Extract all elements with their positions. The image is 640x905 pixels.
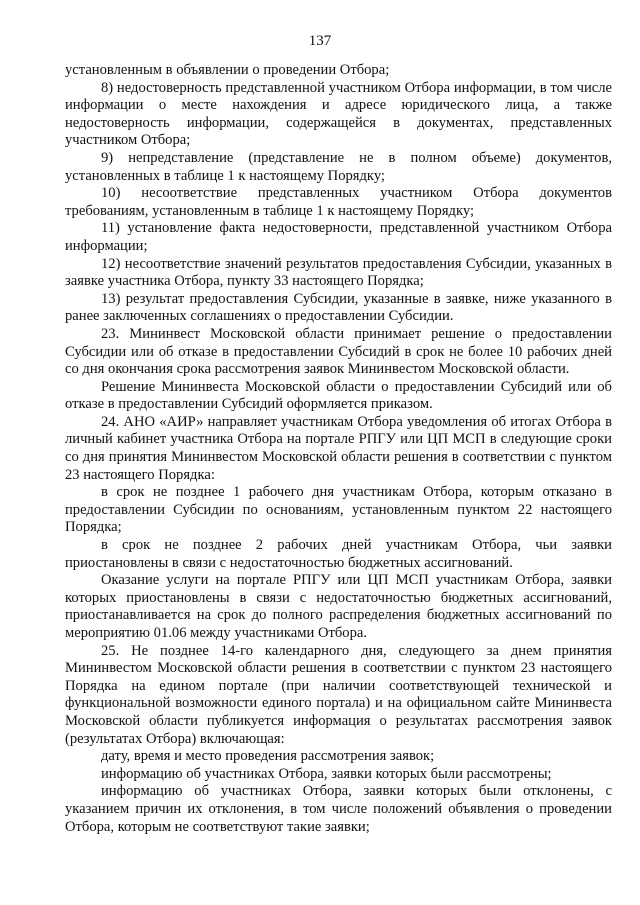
paragraph: 9) непредставление (представление не в полном объеме) документов, установленных в таблице 1 к настоящему Порядку; bbox=[65, 149, 612, 184]
paragraph: 12) несоответствие значений результатов предоставления Субсидии, указанных в заявке участника Отбора, пункту 33 настоящего Порядка; bbox=[65, 255, 612, 290]
document-body bbox=[65, 62, 612, 836]
paragraph: Решение Мининвеста Московской области о предоставлении Субсидий или об отказе в предоставлении Субсидий оформляется приказом. bbox=[65, 378, 612, 413]
paragraph: информацию об участниках Отбора, заявки которых были рассмотрены; bbox=[101, 765, 552, 782]
paragraph: 23. Мининвест Московской области принимает решение о предоставлении Субсидии или об отказе в предоставлении Субсидий в срок не более 10 рабочих дней со дня окончания срока рассмотрения заявок Мининвестом Московской области. bbox=[65, 325, 612, 378]
paragraph: 10) несоответствие представленных участником Отбора документов требованиям, установленным в таблице 1 к настоящему Порядку; bbox=[65, 185, 612, 219]
paragraph: 11) установление факта недостоверности, представленной участником Отбора информации; bbox=[65, 220, 612, 254]
paragraph: информацию об участниках Отбора, заявки которых были отклонены, с указанием причин их отклонения, в том числе положений объявления о проведении Отбора, которым не соответствуют такие заявки; bbox=[65, 783, 612, 835]
page-number: 137 bbox=[308, 33, 332, 49]
paragraph: Оказание услуги на портале РПГУ или ЦП МСП участникам Отбора, заявки которых приостановлены в связи с недостаточностью бюджетных ассигнований, приостанавливается на срок до полного распределения бюджетных ассигнований по мероприятию 01.06 между участниками Отбора. bbox=[65, 572, 612, 641]
paragraph: 13) результат предоставления Субсидии, указанные в заявке, ниже указанного в ранее заключенных соглашениях о предоставлении Субсидии. bbox=[65, 290, 612, 325]
paragraph: 25. Не позднее 14-го календарного дня, следующего за днем принятия Мининвестом Московской области решения в соответствии с пунктом 23 настоящего Порядка на едином портале (при наличии соответствующей технической и функциональной возможности единого портала) и на официальном сайте Мининвеста Московской области публикуется информация о результатах рассмотрения заявок (результатах Отбора) включающая: bbox=[65, 642, 612, 747]
paragraph: в срок не позднее 1 рабочего дня участникам Отбора, которым отказано в предоставлении Субсидии по основаниям, установленным пунктом 22 настоящего Порядка; bbox=[65, 484, 612, 536]
paragraph: в срок не позднее 2 рабочих дней участникам Отбора, чьи заявки приостановлены в связи с недостаточностью бюджетных ассигнований. bbox=[65, 537, 612, 571]
paragraph: 24. АНО «АИР» направляет участникам Отбора уведомления об итогах Отбора в личный кабинет участника Отбора на портале РПГУ или ЦП МСП в следующие сроки со дня принятия Мининвестом Московской области решения в соответствии с пунктом 23 настоящего Порядка: bbox=[65, 413, 612, 483]
paragraph: 8) недостоверность представленной участником Отбора информации, в том числе информации о месте нахождения и адресе юридического лица, а также недостоверность информации, содержащейся в документах, представленных участником Отбора; bbox=[65, 79, 612, 149]
paragraph: установленным в объявлении о проведении Отбора; bbox=[65, 62, 390, 78]
paragraph: дату, время и место проведения рассмотрения заявок; bbox=[101, 748, 435, 765]
